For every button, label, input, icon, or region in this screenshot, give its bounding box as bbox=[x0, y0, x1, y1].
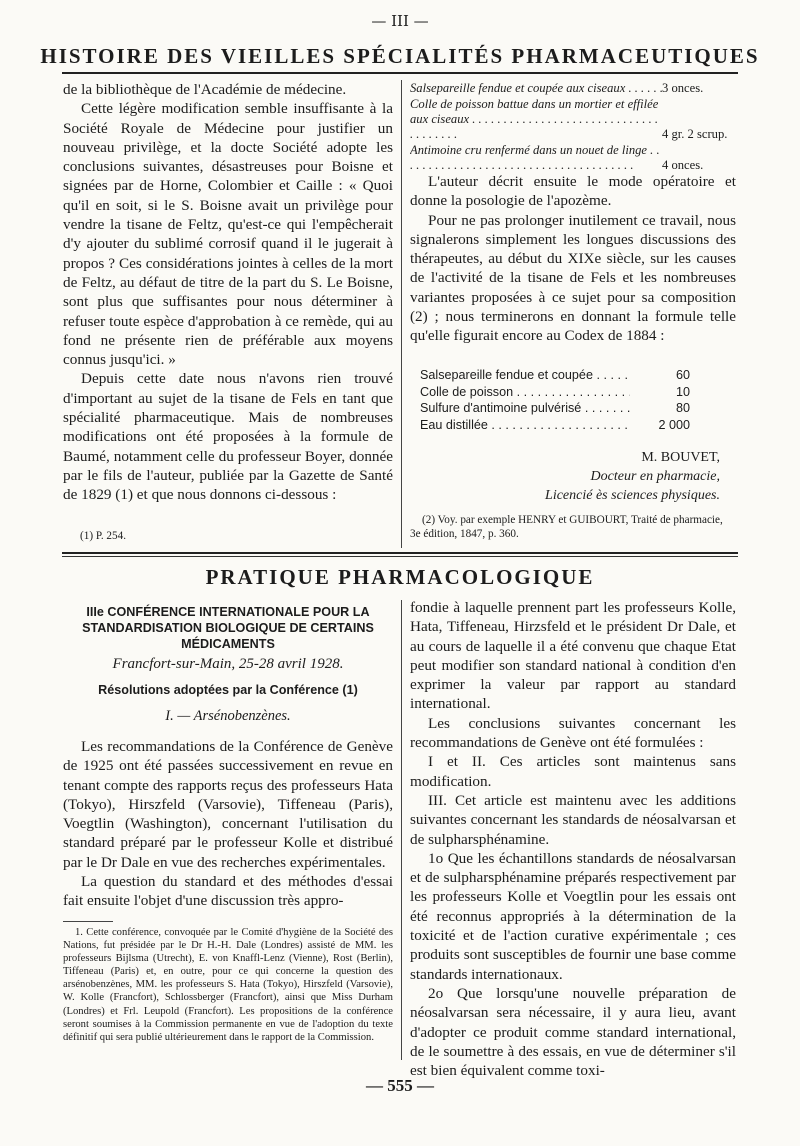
column-divider bbox=[401, 80, 402, 548]
codex-row bbox=[420, 367, 700, 384]
paragraph: 2o Que lorsqu'une nouvelle préparation de néosalvarsan sera nécessaire, il y aura lieu, avant d'adopter ce produit comme standard international, de le soumettre à des essais, en vue de déterminer s'il est bien équivalent comme toxi- bbox=[410, 984, 736, 1080]
history-left-column bbox=[63, 80, 393, 505]
paragraph: Les conclusions suivantes concernant les recommandations de Genève ont été formulées : bbox=[410, 714, 736, 752]
place-date: Francfort-sur-Main, 25-28 avril 1928. bbox=[112, 656, 344, 672]
codex-qty: 10 bbox=[675, 384, 690, 399]
paragraph: fondie à laquelle prennent part les professeurs Kolle, Hata, Tiffeneau, Hirzsfeld et le président Dr Dale, et au cours de laquelle il a été convenu que chaque Etat peut modifier son standard national à condition d'en exprimer la valeur par rapport au standard international. bbox=[410, 599, 736, 713]
paragraph: Les recommandations de la Conférence de Genève de 1925 ont été passées successivement en revue en tenant compte des rapports reçus des professeurs Hata (Tokyo), Hirszfeld (Varsovie), Tiffeneau (Paris), Voegtlin (Washington), concernant l'utilisation du standard préparé par le professeur Kolle et distribué par le Dr Dale en vue des recherches expérimentales. bbox=[63, 738, 393, 871]
formula-ingredient: Salsepareille fendue et coupée aux ciseaux . . . bbox=[410, 81, 662, 96]
history-right-column bbox=[410, 172, 736, 346]
formula-row bbox=[410, 81, 736, 96]
codex-formula bbox=[420, 367, 700, 433]
footnote-left: (1) P. 254. bbox=[80, 530, 126, 542]
codex-qty: 60 bbox=[675, 368, 690, 382]
codex-row bbox=[420, 417, 700, 434]
codex-ingredient: Eau distillée . . . bbox=[420, 417, 630, 434]
pratique-section-title: PRATIQUE PHARMACOLOGIQUE bbox=[205, 565, 595, 589]
column-divider bbox=[401, 600, 402, 1060]
pratique-right-column bbox=[410, 598, 736, 1080]
formula-row bbox=[410, 97, 736, 142]
paragraph: Cette légère modification semble insuffisante à la Société Royale de Médecine pour justifier un nouveau privilège, et la docte Société adopte les conclusions suivantes, désastreuses pour Boisne et signées par de Horne, Colombier et Caille : « Quoi qu'il en soit, si le S. Boisne avait un privilège pour vendre la tisane de Feltz, qu'est-ce qui l'empêcherait d'y ajouter du sublimé corrosif quand il le jugerait à propos ? Ces considérations jointes à celles de la mort de Feltz, au défaut de titre de la part du S. Le Boisne, sont plus que suffisantes pour nous déterminer à refuser toute espèce d'approbation à ce remède, qui au fond ne présente rien de préférable aux moyens connus jusqu'ici. » bbox=[63, 100, 393, 369]
title-rule bbox=[62, 72, 738, 74]
codex-qty: 2 000 bbox=[658, 417, 690, 432]
codex-row bbox=[420, 400, 700, 417]
resolutions-heading: Résolutions adoptées par la Conférence (1) bbox=[98, 683, 358, 697]
codex-ingredient: Sulfure d'antimoine pulvérisé . . . bbox=[420, 400, 630, 417]
formula-qty: 4 onces. bbox=[662, 158, 704, 172]
paragraph: 1o Que les échantillons standards de néosalvarsan et de sulpharsphénamine préparés respectivement par les professeurs Kolle et Voegtlin pour les essais ont été reconnus appropriés à la détermination de la toxicité et de l'action curative expérimentale ; ces produits sont susceptibles de fournir une base comme standards internationaux. bbox=[410, 849, 736, 983]
formula-ingredient: Antimoine cru renfermé dans un nouet de linge . . . bbox=[410, 143, 662, 173]
pratique-left-column bbox=[63, 737, 393, 911]
author-title: Licencié ès sciences physiques. bbox=[545, 488, 720, 503]
footnote-right: (2) Voy. par exemple HENRY et GUIBOURT, Traité de pharmacie, 3e édition, 1847, p. 360. bbox=[410, 514, 723, 540]
paragraph: Pour ne pas prolonger inutilement ce travail, nous signalerons simplement les longues discussions des thérapeutes, au début du XIXe siècle, sur les causes de l'activité de la tisane de Fels et les nombreuses variantes proposées à ce sujet pour sa composition (2) ; nous terminerons en donnant la formule telle qu'elle figurait encore au Codex de 1884 : bbox=[410, 211, 736, 345]
section-rule bbox=[62, 552, 738, 554]
paragraph: L'auteur décrit ensuite le mode opératoire et donne la posologie de l'apozème. bbox=[410, 173, 736, 210]
boyer-formula bbox=[410, 81, 736, 173]
codex-ingredient: Salsepareille fendue et coupée . . . bbox=[420, 367, 630, 384]
conference-title: IIIe CONFÉRENCE INTERNATIONALE POUR LA STANDARDISATION BIOLOGIQUE DE CERTAINS MÉDICAMENTS bbox=[82, 605, 374, 651]
formula-ingredient: Colle de poisson battue dans un mortier et effilée aux ciseaux . . . bbox=[410, 97, 662, 142]
section-rule bbox=[62, 556, 738, 557]
conference-footnote bbox=[63, 926, 393, 1044]
author-name: M. BOUVET, bbox=[641, 450, 720, 465]
paragraph: I et II. Ces articles sont maintenus sans modification. bbox=[410, 753, 736, 790]
history-section-title: HISTOIRE DES VIEILLES SPÉCIALITÉS PHARMACEUTIQUES bbox=[40, 44, 760, 68]
formula-row bbox=[410, 143, 736, 173]
paragraph: III. Cet article est maintenu avec les additions suivantes concernant les standards de néosalvarsan et de sulpharsphénamine. bbox=[410, 791, 736, 848]
page-number: — 555 — bbox=[366, 1076, 434, 1095]
paragraph: La question du standard et des méthodes d'essai fait ensuite l'objet d'une discussion très appro- bbox=[63, 873, 393, 910]
author-title: Docteur en pharmacie, bbox=[590, 469, 720, 484]
paragraph: Depuis cette date nous n'avons rien trouvé d'important au sujet de la tisane de Fels en tant que spécialité pharmaceutique. Mais de nombreuses modifications ont été proposées à la formule de Baumé, notamment celle du professeur Boyer, donnée par le fils de l'auteur, publiée par la Gazette de Santé de 1829 (1) et que nous donnons ci-dessous : bbox=[63, 370, 393, 504]
footnote-rule bbox=[63, 921, 113, 922]
footnote-text: 1. Cette conférence, convoquée par le Comité d'hygiène de la Société des Nations, fut présidée par le Dr H.-H. Dale (Londres) assisté de MM. les professeurs Bijlsma (Utrecht), E. von Knaffl-Lenz (Vienne), Rost (Berlin), Tiffeneau (Paris) et, en outre, pour ce qui concerne la question des arsénobenzènes, MM. les professeurs S. Hata (Tokyo), Hirszfeld (Varsovie), W. Kolle (Francfort), Schlossberger (Francfort), ainsi que Miss Durham (Londres) et Frl. Leupold (Francfort). Les propositions de la conférence seront soumises à la Commission permanente en vue de l'adoption du texte définitif qui sera publié ultérieurement dans le rapport de la Commission. bbox=[63, 927, 393, 1043]
paragraph: de la bibliothèque de l'Académie de médecine. bbox=[63, 81, 347, 98]
formula-qty: 4 gr. 2 scrup. bbox=[662, 127, 728, 141]
codex-ingredient: Colle de poisson . . . bbox=[420, 384, 630, 401]
arsenobenzenes-heading: I. — Arsénobenzènes. bbox=[165, 708, 291, 724]
formula-qty: 3 onces. bbox=[662, 81, 704, 95]
codex-qty: 80 bbox=[675, 401, 690, 415]
roman-page-number: — III — bbox=[371, 12, 429, 30]
codex-row bbox=[420, 384, 700, 401]
signature-block bbox=[430, 448, 720, 505]
